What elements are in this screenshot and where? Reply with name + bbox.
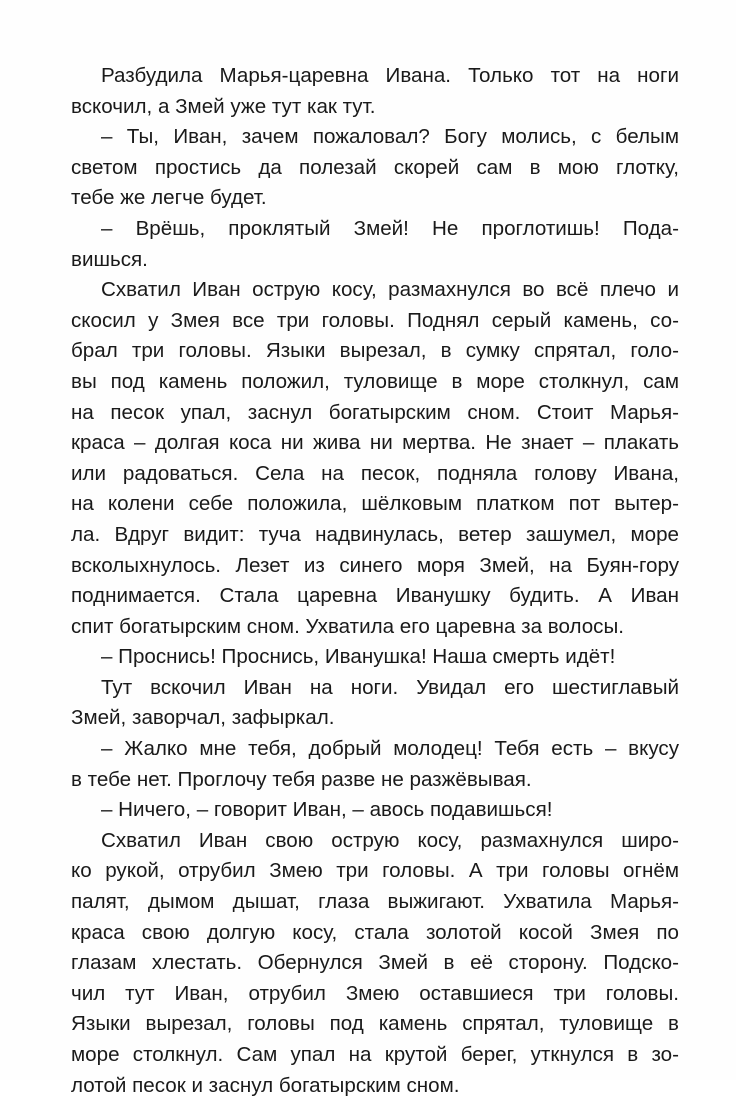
text-line: ко рукой, отрубил Змею три головы. А три головы огнём <box>71 859 679 883</box>
text-line: ла. Вдруг видит: туча надвинулась, ветер зашумел, море <box>71 522 679 546</box>
text-line: лотой песок и заснул богатырским сном. <box>71 1073 460 1097</box>
text-line: брал три головы. Языки вырезал, в сумку спрятал, голо- <box>71 339 679 363</box>
text-line: Схватил Иван острую косу, размахнулся во всё плечо и <box>101 278 679 302</box>
text-line: тебе же легче будет. <box>71 186 267 210</box>
text-line: глазам хлестать. Обернулся Змей в её сторону. Подско- <box>71 951 679 975</box>
text-line: Тут вскочил Иван на ноги. Увидал его шестиглавый <box>101 675 679 699</box>
text-line: – Проснись! Проснись, Иванушка! Наша смерть идёт! <box>101 645 616 669</box>
text-line: в тебе нет. Проглочу тебя разве не разжёвывая. <box>71 767 532 791</box>
text-line: на песок упал, заснул богатырским сном. Стоит Марья- <box>71 400 679 424</box>
paragraph <box>71 275 679 642</box>
text-line: – Врёшь, проклятый Змей! Не проглотишь! Пода- <box>101 216 679 240</box>
text-line: всколыхнулось. Лезет из синего моря Змей, на Буян-гору <box>71 553 679 577</box>
text-line: – Ничего, – говорит Иван, – авось подавишься! <box>101 798 553 822</box>
text-line: на колени себе положила, шёлковым платком пот вытер- <box>71 492 679 516</box>
paragraph <box>71 826 679 1101</box>
text-line: краса свою долгую косу, стала золотой косой Змея по <box>71 920 679 944</box>
text-line: Схватил Иван свою острую косу, размахнулся широ- <box>101 828 679 852</box>
paragraph <box>71 795 679 826</box>
text-line: краса – долгая коса ни жива ни мертва. Не знает – плакать <box>71 431 679 455</box>
text-line: чил тут Иван, отрубил Змею оставшиеся три головы. <box>71 981 679 1005</box>
text-line: Разбудила Марья-царевна Ивана. Только тот на ноги <box>101 64 679 87</box>
text-line: вишься. <box>71 247 148 271</box>
text-line: спит богатырским сном. Ухватила его царевна за волосы. <box>71 614 624 638</box>
paragraph <box>71 122 679 214</box>
paragraph <box>71 214 679 275</box>
text-line: светом простись да полезай скорей сам в мою глотку, <box>71 155 679 179</box>
text-line: вскочил, а Змей уже тут как тут. <box>71 94 376 118</box>
text-line: вы под камень положил, туловище в море столкнул, сам <box>71 369 679 393</box>
text-line: Языки вырезал, головы под камень спрятал, туловище в <box>71 1012 679 1036</box>
text-line: или радоваться. Села на песок, подняла голову Ивана, <box>71 461 679 485</box>
text-line: – Жалко мне тебя, добрый молодец! Тебя есть – вкусу <box>101 737 679 761</box>
paragraph <box>71 642 679 673</box>
text-line: Змей, заворчал, зафыркал. <box>71 706 335 730</box>
text-line: поднимается. Стала царевна Иванушку будить. А Иван <box>71 584 679 608</box>
text-line: – Ты, Иван, зачем пожаловал? Богу молись, с белым <box>101 125 679 149</box>
text-line: палят, дымом дышат, глаза выжигают. Ухватила Марья- <box>71 890 679 914</box>
paragraph <box>71 673 679 734</box>
paragraph <box>71 734 679 795</box>
story-text <box>71 61 679 1101</box>
text-line: море столкнул. Сам упал на крутой берег, уткнулся в зо- <box>71 1043 679 1066</box>
paragraph <box>71 61 679 122</box>
text-line: скосил у Змея все три головы. Поднял серый камень, со- <box>71 308 679 332</box>
